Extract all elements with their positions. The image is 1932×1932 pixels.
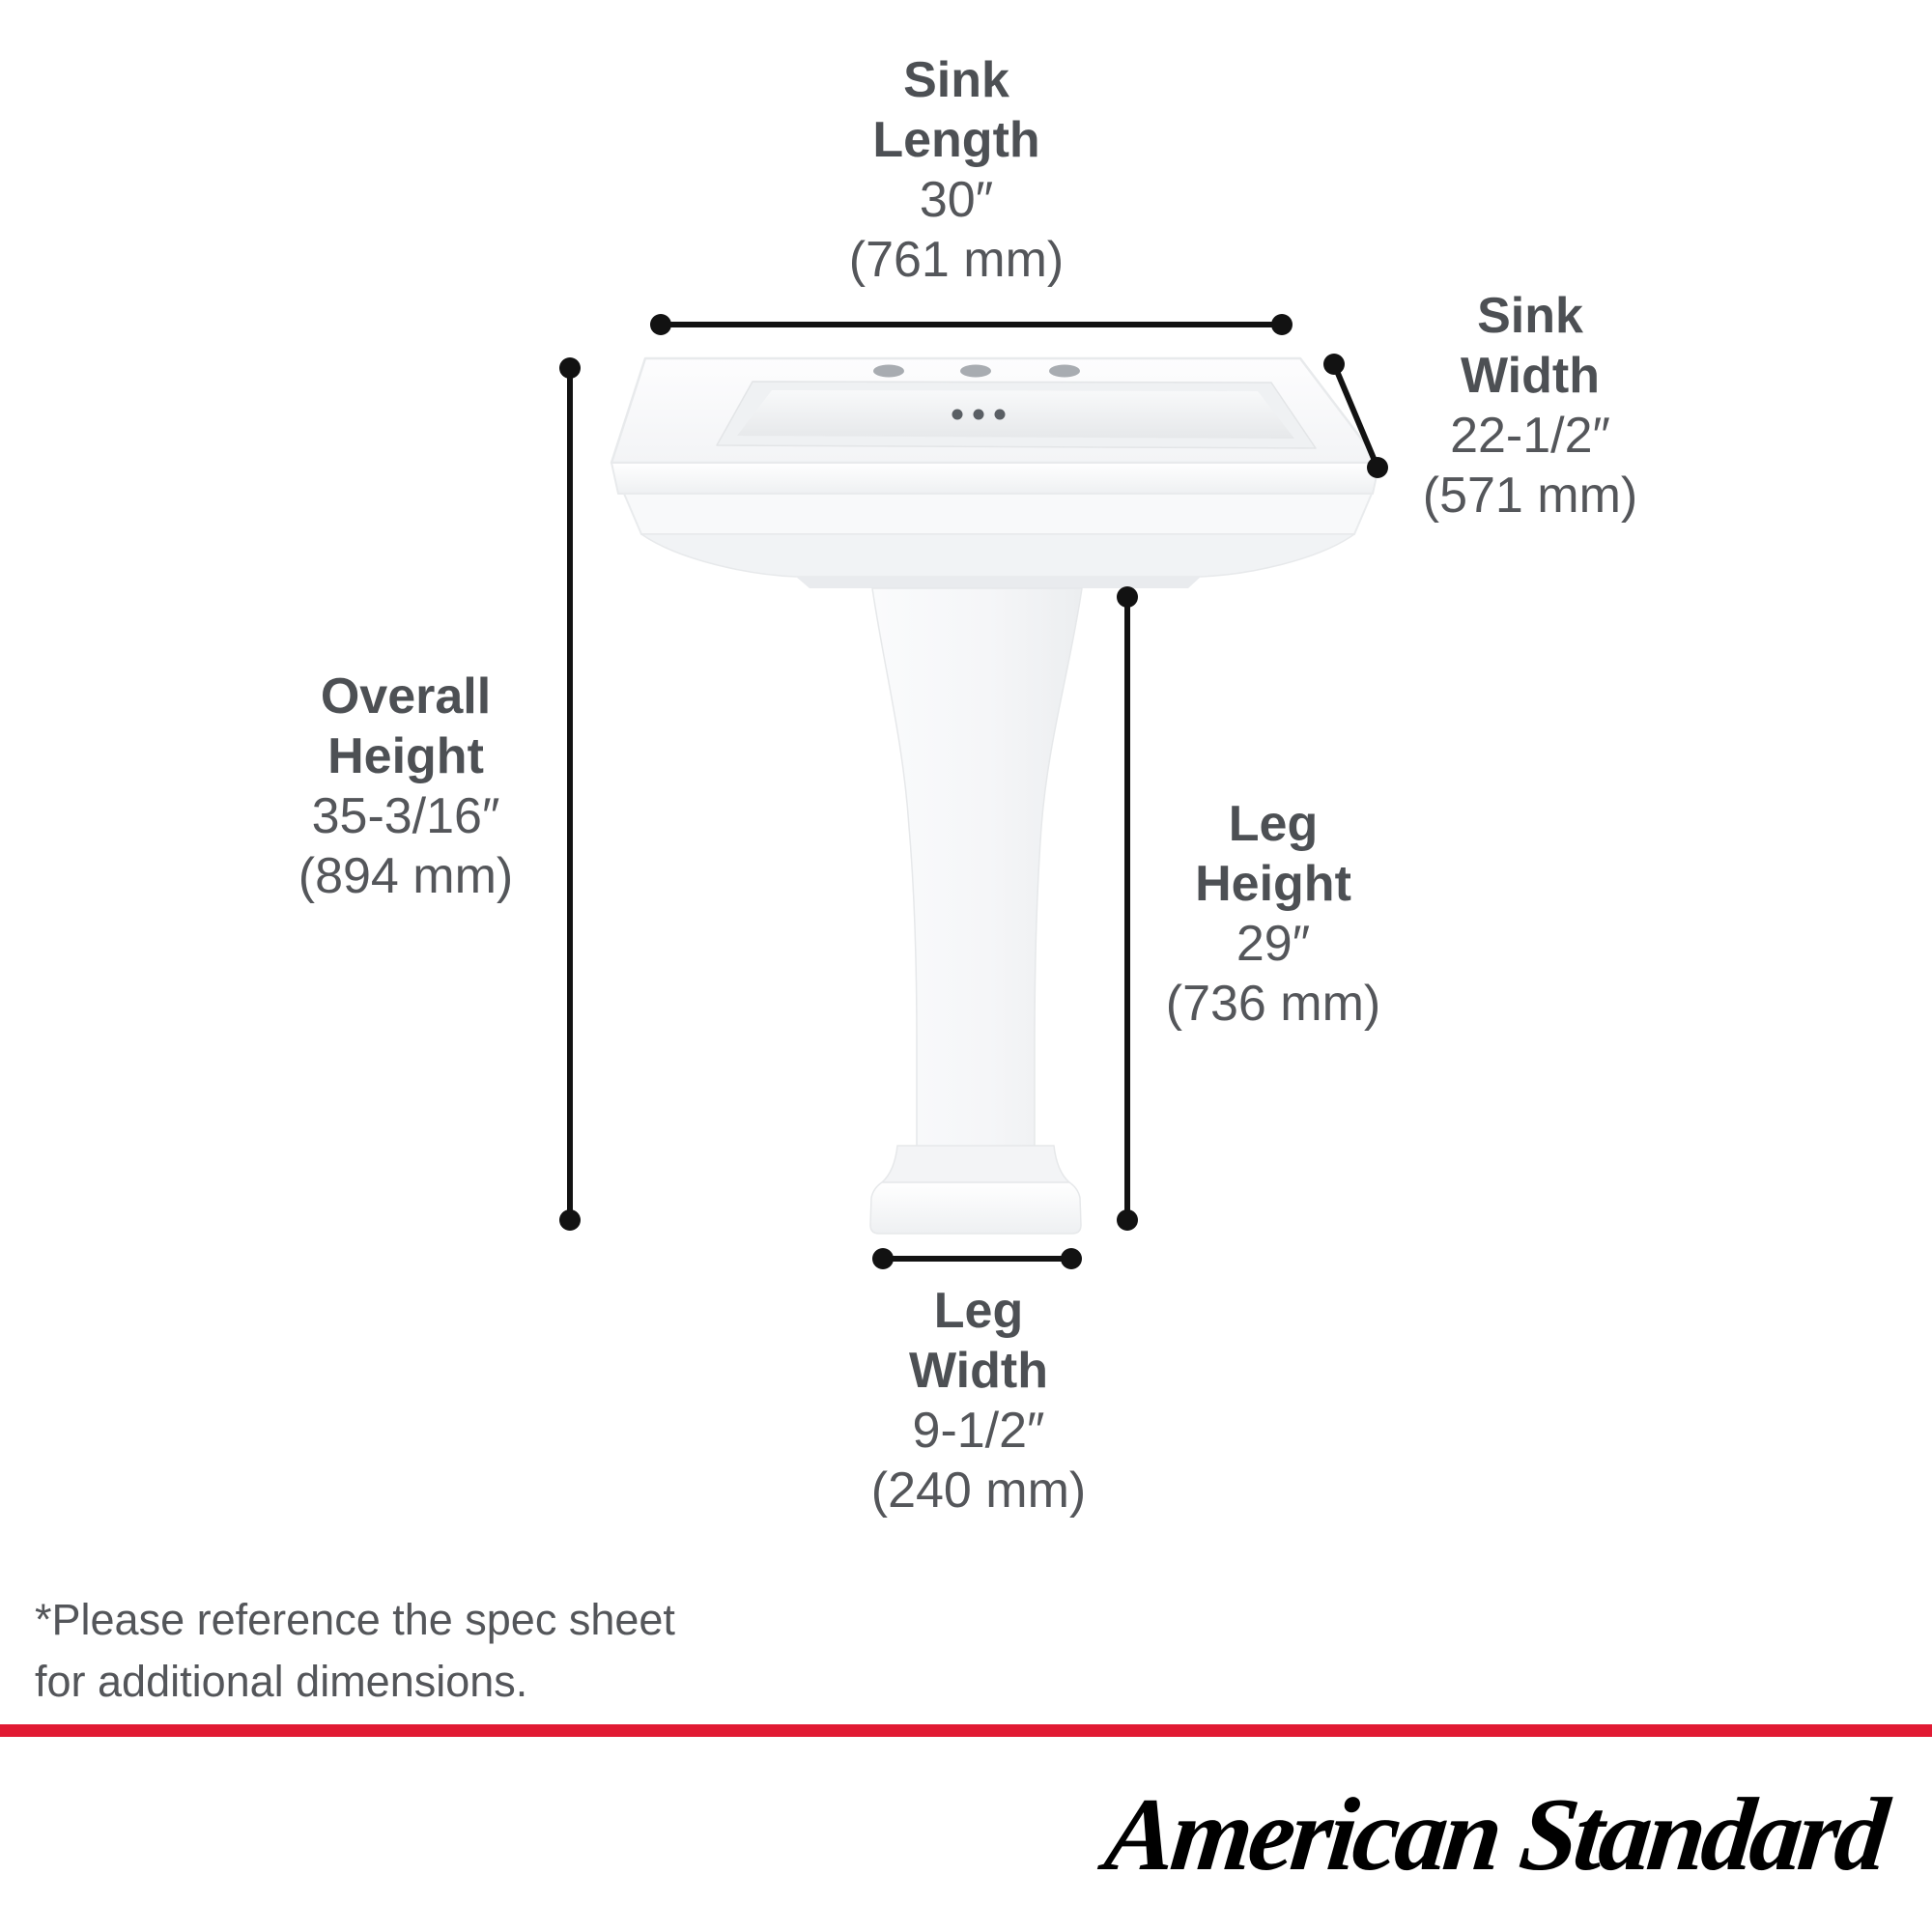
sink-width-title-line1: Sink	[1477, 288, 1583, 344]
sink-length-value-inches: 30″	[919, 172, 994, 228]
leg-height-label	[1166, 794, 1380, 1034]
sink-width-value-inches: 22-1/2″	[1450, 408, 1610, 464]
sink-width-value-metric: (571 mm)	[1422, 468, 1638, 524]
sink-width-title-line2: Width	[1461, 348, 1600, 404]
american-standard-logo: American Standard	[1099, 1777, 1890, 1892]
leg-width-value-metric: (240 mm)	[870, 1463, 1087, 1519]
sink-molding-band	[624, 494, 1372, 534]
sink-molding-cove	[641, 534, 1354, 577]
leg-height-title-line2: Height	[1195, 856, 1351, 912]
sink-basin-interior	[737, 390, 1294, 439]
leg-width-value-inches: 9-1/2″	[912, 1403, 1045, 1459]
footnote-line1: *Please reference the spec sheet	[35, 1595, 675, 1644]
leg-height-value-metric: (736 mm)	[1165, 976, 1381, 1032]
sink-width-label	[1423, 286, 1637, 526]
overall-height-label	[298, 667, 513, 906]
pedestal-base-collar	[882, 1146, 1069, 1182]
overflow-dots	[952, 410, 1006, 420]
overall-height-value-metric: (894 mm)	[298, 848, 514, 904]
leg-width-label	[871, 1281, 1086, 1520]
sink-length-title-line1: Sink	[903, 52, 1009, 108]
sink-length-label	[849, 50, 1064, 290]
leg-height-value-inches: 29″	[1236, 916, 1311, 972]
sink-molding-fillet	[796, 577, 1201, 588]
sink-length-title-line2: Length	[872, 112, 1040, 168]
pedestal-leg	[872, 588, 1082, 1150]
pedestal-base-plinth	[870, 1182, 1081, 1234]
sink-length-dimension-line	[650, 314, 1293, 335]
leg-width-title-line1: Leg	[933, 1283, 1024, 1339]
leg-height-title-line1: Leg	[1228, 796, 1319, 852]
sink-length-value-metric: (761 mm)	[848, 232, 1065, 288]
leg-width-dimension-line	[872, 1248, 1082, 1269]
leg-height-dimension-line	[1117, 586, 1138, 1231]
sink-deck-front	[611, 463, 1379, 494]
brand-red-divider	[0, 1724, 1932, 1737]
leg-width-title-line2: Width	[909, 1343, 1048, 1399]
spec-sheet-footnote	[35, 1589, 675, 1713]
overall-height-title-line2: Height	[327, 728, 484, 784]
overall-height-title-line1: Overall	[320, 668, 492, 724]
overall-height-value-inches: 35-3/16″	[311, 788, 500, 844]
overall-height-dimension-line	[559, 357, 581, 1231]
footnote-line2: for additional dimensions.	[35, 1657, 528, 1706]
